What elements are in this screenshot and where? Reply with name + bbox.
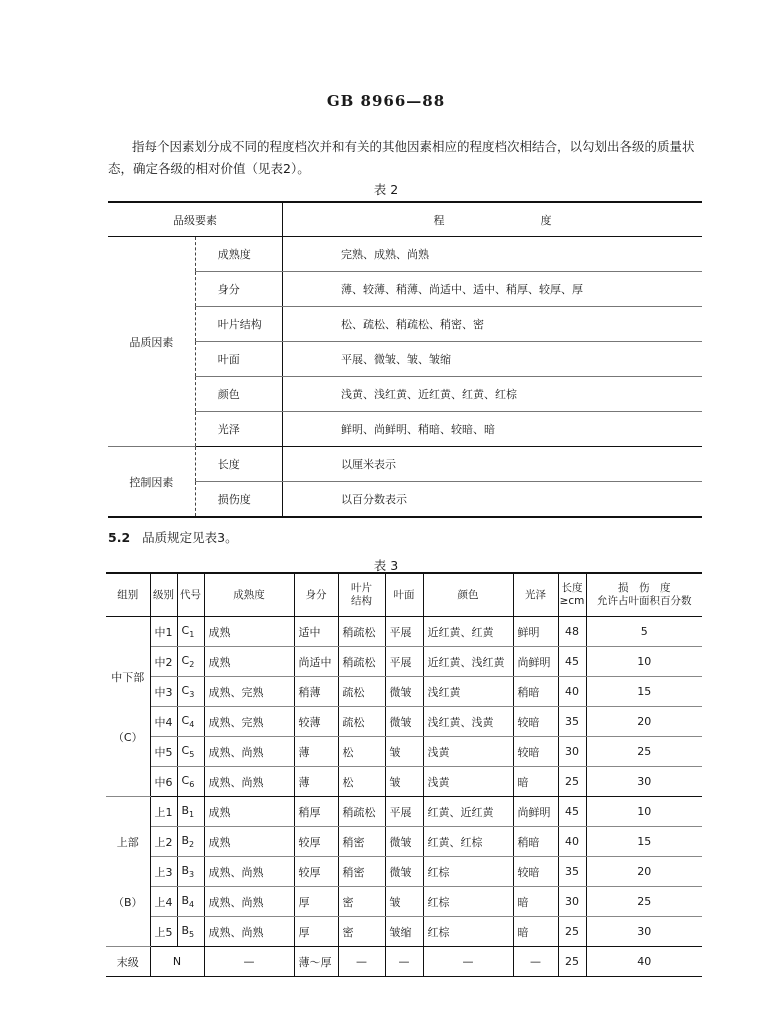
length-cell: 30 [558,887,586,917]
surface-cell: 皱 [385,887,423,917]
table2-header-degree [283,202,703,237]
table-row [108,237,702,272]
surface-cell: 微皱 [385,827,423,857]
code-cell [177,707,204,737]
color-cell: 浅黄 [423,737,513,767]
code-subscript: 1 [189,630,195,640]
luster-cell: 暗 [513,887,558,917]
luster-cell: 尚鲜明 [513,647,558,677]
damage-cell: 15 [586,827,702,857]
code-cell [177,677,204,707]
length-cell: 35 [558,707,586,737]
length-cell: 25 [558,947,586,977]
color-cell: 近红黄、浅红黄 [423,647,513,677]
maturity-cell: 成熟 [204,647,294,677]
table3 [106,572,702,977]
header-maturity: 成熟度 [204,573,294,617]
damage-cell: 30 [586,917,702,947]
factor-cell: 长度 [195,447,282,482]
damage-cell: 10 [586,647,702,677]
table-row [106,827,702,857]
color-cell: 红棕 [423,917,513,947]
damage-cell: 10 [586,797,702,827]
code-letter: C [181,623,190,637]
color-cell: 红棕 [423,887,513,917]
grade-cell: 中1 [150,617,177,647]
length-cell: 45 [558,647,586,677]
damage-cell: 20 [586,857,702,887]
grade-cell: 上2 [150,827,177,857]
table2-header-row [108,202,702,237]
structure-cell: 松 [338,737,385,767]
luster-cell: — [513,947,558,977]
damage-cell: 5 [586,617,702,647]
luster-cell: 尚鲜明 [513,797,558,827]
code-cell [177,887,204,917]
color-cell: 浅黄 [423,767,513,797]
luster-cell: 暗 [513,767,558,797]
group-name-line1: 中下部 [111,670,145,684]
factor-cell: 叶面 [195,342,282,377]
code-cell [177,827,204,857]
table-row [106,887,702,917]
structure-cell: 疏松 [338,707,385,737]
group-name: 控制因素 [108,447,195,518]
surface-cell: 微皱 [385,707,423,737]
code-subscript: 4 [189,720,195,730]
code-letter: B [181,833,190,847]
color-cell: 浅红黄 [423,677,513,707]
table-row [106,857,702,887]
grade-cell: 中6 [150,767,177,797]
factor-cell: 颜色 [195,377,282,412]
code-letter: B [181,923,190,937]
code-letter: C [181,713,190,727]
grade-cell: 上3 [150,857,177,887]
table-row [106,797,702,827]
code-subscript: 5 [189,930,195,940]
damage-cell: 40 [586,947,702,977]
body-cell: 稍厚 [294,797,338,827]
table-row [108,377,702,412]
code-cell [177,737,204,767]
degree-cell: 鲜明、尚鲜明、稍暗、较暗、暗 [283,412,703,447]
intro-paragraph [108,136,708,180]
luster-cell: 稍暗 [513,677,558,707]
group-name-line1: 上部 [116,835,139,849]
length-cell: 40 [558,827,586,857]
maturity-cell: 成熟、尚熟 [204,917,294,947]
structure-cell: 稍疏松 [338,617,385,647]
table-row [106,647,702,677]
section-text: 品质规定见表3。 [142,530,238,545]
header-body: 身分 [294,573,338,617]
table-row [108,272,702,307]
luster-cell: 暗 [513,917,558,947]
damage-cell: 15 [586,677,702,707]
header-grade: 级别 [150,573,177,617]
table3-caption: 表 3 [373,558,399,573]
table-row [106,707,702,737]
body-cell: 较薄 [294,707,338,737]
luster-cell: 鲜明 [513,617,558,647]
length-cell: 35 [558,857,586,887]
structure-cell: — [338,947,385,977]
code-letter: C [181,773,190,787]
color-cell: 红棕 [423,857,513,887]
header-leaf-structure [338,573,385,617]
section-5-2 [108,528,238,546]
table-row [106,737,702,767]
code-subscript: 3 [189,690,195,700]
structure-cell: 稍密 [338,827,385,857]
maturity-cell: 成熟、完熟 [204,677,294,707]
table2-header-factor: 品级要素 [108,202,283,237]
code-cell [177,857,204,887]
surface-cell: 平展 [385,647,423,677]
code-cell [177,617,204,647]
code-subscript: 5 [189,750,195,760]
factor-cell: 光泽 [195,412,282,447]
damage-cell: 25 [586,887,702,917]
luster-cell: 较暗 [513,857,558,887]
degree-cell: 浅黄、浅红黄、近红黄、红黄、红棕 [283,377,703,412]
table2-header-degree-a: 程 [433,213,445,227]
table2-header-degree-b: 度 [540,213,552,227]
structure-cell: 稍疏松 [338,647,385,677]
header-code: 代号 [177,573,204,617]
surface-cell: 平展 [385,617,423,647]
code-cell: N [150,947,204,977]
grade-cell: 中2 [150,647,177,677]
section-number: 5.2 [108,530,131,545]
header-length [558,573,586,617]
code-subscript: 2 [189,660,195,670]
length-cell: 25 [558,917,586,947]
table-row [108,482,702,518]
maturity-cell: 成熟 [204,797,294,827]
surface-cell: 平展 [385,797,423,827]
surface-cell: 皱 [385,737,423,767]
table2-caption: 表 2 [373,182,399,197]
body-cell: 稍薄 [294,677,338,707]
code-letter: C [181,653,190,667]
factor-cell: 身分 [195,272,282,307]
table-row [108,447,702,482]
degree-cell: 平展、微皱、皱、皱缩 [283,342,703,377]
body-cell: 薄 [294,737,338,767]
table-row [108,412,702,447]
structure-cell: 稍疏松 [338,797,385,827]
header-group: 组别 [106,573,150,617]
group-name [106,617,150,797]
factor-cell: 损伤度 [195,482,282,518]
length-cell: 25 [558,767,586,797]
surface-cell: 皱缩 [385,917,423,947]
body-cell: 尚适中 [294,647,338,677]
length-cell: 48 [558,617,586,647]
degree-cell: 松、疏松、稍疏松、稍密、密 [283,307,703,342]
color-cell: 近红黄、红黄 [423,617,513,647]
table-row [108,307,702,342]
code-cell [177,647,204,677]
code-cell [177,767,204,797]
luster-cell: 较暗 [513,737,558,767]
color-cell: 红黄、红棕 [423,827,513,857]
grade-cell: 上5 [150,917,177,947]
maturity-cell: 成熟、完熟 [204,707,294,737]
table-row [106,767,702,797]
table-row [108,342,702,377]
surface-cell: 皱 [385,767,423,797]
table2 [108,201,702,518]
maturity-cell: 成熟 [204,827,294,857]
header-luster: 光泽 [513,573,558,617]
group-name: 品质因素 [108,237,195,447]
length-cell: 30 [558,737,586,767]
group-name-line2: （B） [112,895,143,909]
code-subscript: 2 [189,840,195,850]
code-subscript: 4 [189,900,195,910]
color-cell: 浅红黄、浅黄 [423,707,513,737]
group-name-line2: （C） [112,730,143,744]
length-cell: 40 [558,677,586,707]
code-subscript: 6 [189,780,195,790]
body-cell: 厚 [294,917,338,947]
degree-cell: 薄、较薄、稍薄、尚适中、适中、稍厚、较厚、厚 [283,272,703,307]
damage-cell: 20 [586,707,702,737]
table-row [106,617,702,647]
code-letter: B [181,803,190,817]
header-damage-2: 允许占叶面积百分数 [597,595,692,607]
header-leaf-structure-1: 叶片 [351,582,372,594]
surface-cell: 微皱 [385,857,423,887]
structure-cell: 密 [338,917,385,947]
body-cell: 薄 [294,767,338,797]
group-name: 末级 [106,947,150,977]
header-damage-1: 损 伤 度 [618,582,671,594]
header-color: 颜色 [423,573,513,617]
grade-cell: 中3 [150,677,177,707]
table-row [106,917,702,947]
structure-cell: 密 [338,887,385,917]
code-letter: B [181,893,190,907]
table-row [106,677,702,707]
body-cell: 较厚 [294,857,338,887]
grade-cell: 中5 [150,737,177,767]
body-cell: 适中 [294,617,338,647]
grade-cell: 上1 [150,797,177,827]
code-cell [177,917,204,947]
degree-cell: 以厘米表示 [283,447,703,482]
color-cell: — [423,947,513,977]
group-name [106,797,150,947]
surface-cell: — [385,947,423,977]
structure-cell: 疏松 [338,677,385,707]
header-length-1: 长度 [561,582,583,594]
maturity-cell: 成熟、尚熟 [204,887,294,917]
header-damage [586,573,702,617]
luster-cell: 较暗 [513,707,558,737]
maturity-cell: 成熟、尚熟 [204,767,294,797]
body-cell: 厚 [294,887,338,917]
factor-cell: 成熟度 [195,237,282,272]
grade-cell: 上4 [150,887,177,917]
factor-cell: 叶片结构 [195,307,282,342]
structure-cell: 松 [338,767,385,797]
table3-header-row [106,573,702,617]
table-row [106,947,702,977]
structure-cell: 稍密 [338,857,385,887]
maturity-cell: 成熟 [204,617,294,647]
maturity-cell: — [204,947,294,977]
code-cell [177,797,204,827]
maturity-cell: 成熟、尚熟 [204,737,294,767]
surface-cell: 微皱 [385,677,423,707]
code-letter: C [181,743,190,757]
color-cell: 红黄、近红黄 [423,797,513,827]
page-header: GB 8966—88 [326,92,446,110]
body-cell: 薄～厚 [294,947,338,977]
code-subscript: 1 [189,810,195,820]
damage-cell: 30 [586,767,702,797]
degree-cell: 完熟、成熟、尚熟 [283,237,703,272]
header-leaf-surface: 叶面 [385,573,423,617]
maturity-cell: 成熟、尚熟 [204,857,294,887]
body-cell: 较厚 [294,827,338,857]
damage-cell: 25 [586,737,702,767]
grade-cell: 中4 [150,707,177,737]
header-leaf-structure-2: 结构 [351,595,372,607]
code-letter: C [181,683,190,697]
degree-cell: 以百分数表示 [341,493,407,506]
header-length-2: ≥cm [559,595,585,607]
code-letter: B [181,863,190,877]
luster-cell: 稍暗 [513,827,558,857]
length-cell: 45 [558,797,586,827]
intro-text: 指每个因素划分成不同的程度档次并和有关的其他因素相应的程度档次相结合，以勾划出各级的质量状态，确定各级的相对价值（见表2）。 [108,139,695,176]
code-subscript: 3 [189,870,195,880]
